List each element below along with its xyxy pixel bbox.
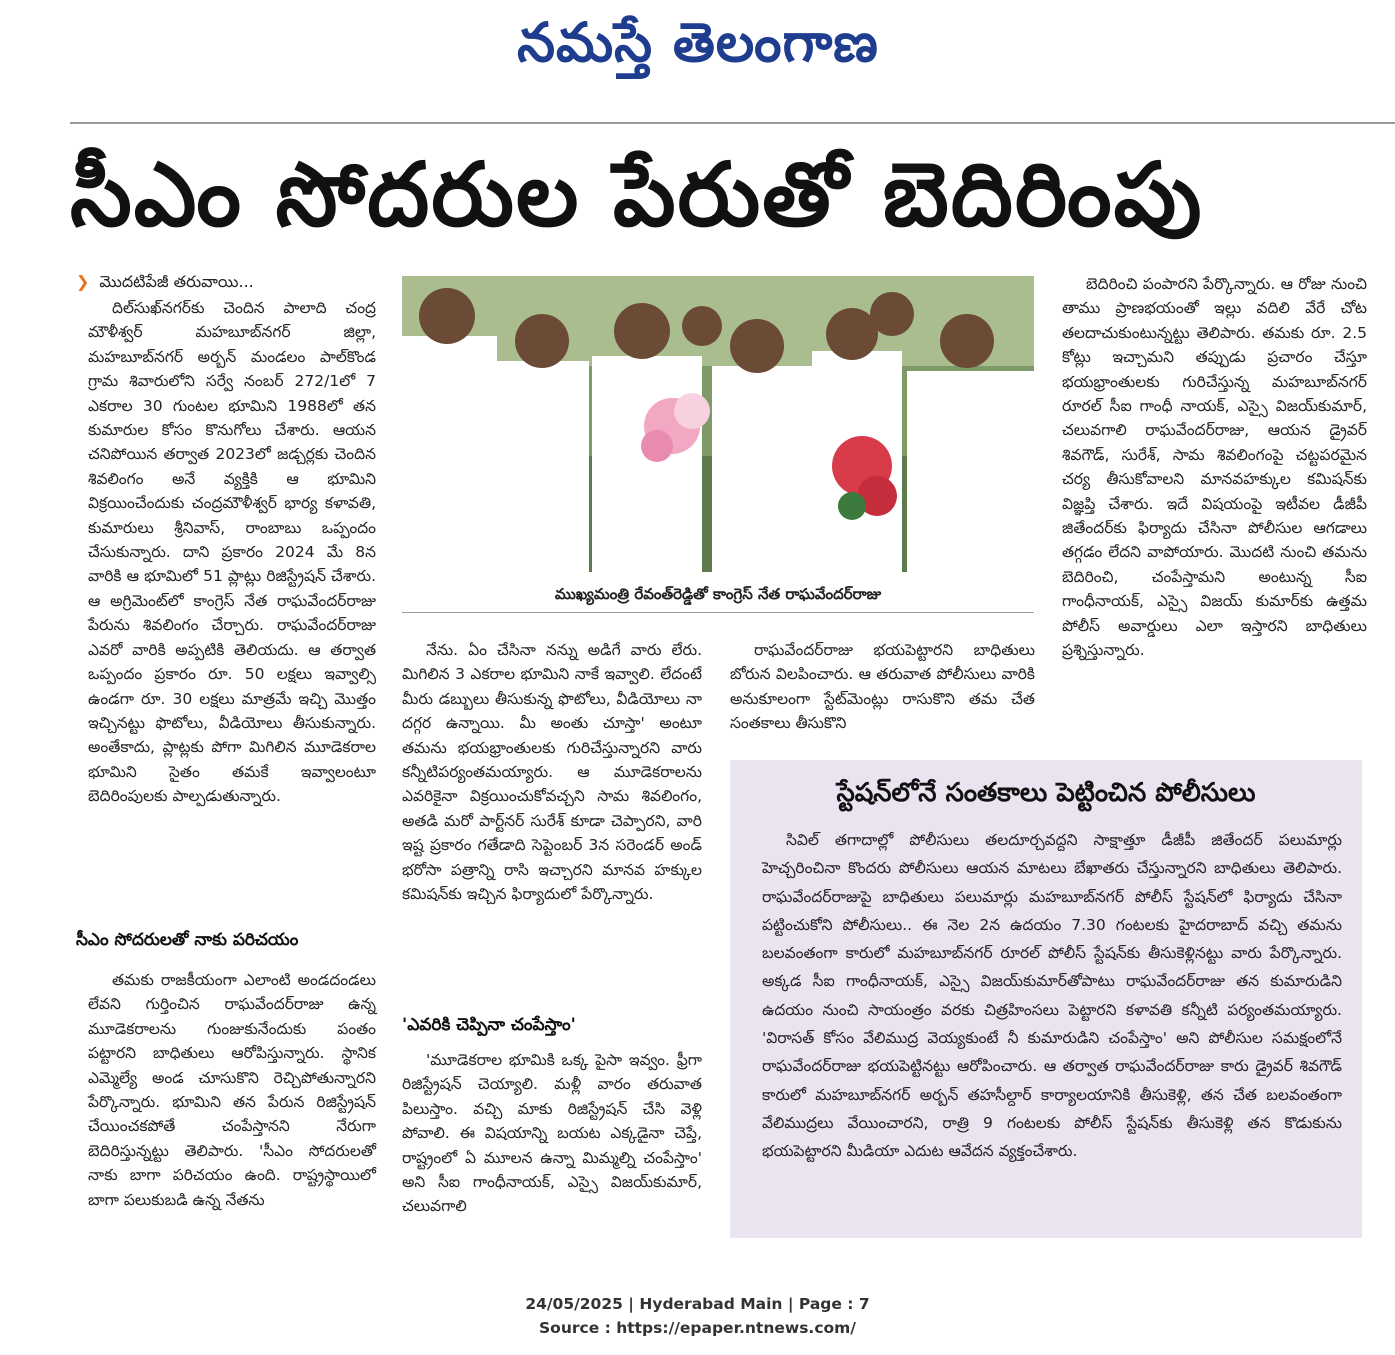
subheading: 'ఎవరికి చెప్పినా చంపేస్తాం': [402, 1015, 576, 1035]
photo-illustration: [402, 276, 1034, 572]
footer-source-line: Source : https://epaper.ntnews.com/: [539, 1319, 856, 1337]
subheading: సీఎం సోదరులతో నాకు పరిచయం: [76, 930, 299, 950]
kicker-text: మొదటిపేజీ తరువాయి...: [99, 272, 254, 291]
article-paragraph: రాఘవేందర్‌రాజు భయపెట్టారని బాధితులు బోరున విలపించారు. ఆ తరువాత పోలీసులు వారికి అనుకూలంగా స్టేట్‌మెంట్లు రాసుకొని తమ చేత సంతకాలు తీసుకొని: [730, 641, 1035, 733]
article-column-2-continued: [402, 1048, 702, 1219]
box-title: స్టేషన్‌లోనే సంతకాలు పెట్టించిన పోలీసులు: [836, 778, 1256, 808]
headline: సీఎం సోదరుల పేరుతో బెదిరింపు: [70, 143, 1204, 246]
article-paragraph: బెదిరించి పంపారని పేర్కొన్నారు. ఆ రోజు నుంచి తాము ప్రాణభయంతో ఇల్లు వదిలి వేరే చోట తలదాచుకుంటున్నట్టు తెలిపారు. తమకు రూ. 2.5 కోట్లు ఇచ్చామని తప్పుడు ప్రచారం చేస్తూ భయభ్రాంతులకు గురిచేస్తున్న మహబూబ్‌నగర్ రూరల్ సీఐ గాంధీ నాయక్, ఎస్సై విజయ్‌కుమార్, చలువగాలి రాఘవేందర్‌రాజు, ఆయన డ్రైవర్ శివగౌడ్, సురేశ్, సామ శివలింగంపై చట్టపరమైన చర్య తీసుకోవాలని మానవహక్కుల కమిషన్‌కు విజ్ఞప్తి చేశారు. ఇదే విషయంపై ఇటీవల డీజీపీ జితేందర్‌కు ఫిర్యాదు చేసినా పోలీసుల ఆగడాలు తగ్గడం లేదని వాపోయారు. మొదటి నుంచి తమను బెదిరించి, చంపేస్తామని అంటున్న సీఐ గాంధీనాయక్, ఎస్సై విజయ్ కుమార్‌కు ఉత్తమ పోలీస్ అవార్డులు ఎలా ఇస్తారని బాధితులు ప్రశ్నిస్తున్నారు.: [1062, 275, 1367, 660]
sidebar-box: [730, 760, 1362, 1238]
news-photo: [402, 276, 1034, 572]
photo-caption: ముఖ్యమంత్రి రేవంత్‌రెడ్డితో కాంగ్రెస్ నేత రాఘవేందర్‌రాజు: [554, 585, 882, 603]
box-paragraph: సివిల్ తగాదాల్లో పోలీసులు తలదూర్చవద్దని సాక్షాత్తూ డీజీపీ జితేందర్ పలుమార్లు హెచ్చరించినా కొందరు పోలీసులు ఆయన మాటలు బేఖాతరు చేస్తున్నారని బాధితులు తెలిపారు. రాఘవేందర్‌రాజుపై బాధితులు పలుమార్లు మహబూబ్‌నగర్ పోలీస్ స్టేషన్‌లో ఫిర్యాదు చేసినా పట్టించుకోని పోలీసులు.. ఈ నెల 2న ఉదయం 7.30 గంటలకు హైదరాబాద్ వచ్చి తమను బలవంతంగా కారులో మహబూబ్‌నగర్ రూరల్ పోలీస్ స్టేషన్‌కు తీసుకెళ్లినట్టు వారు పేర్కొన్నారు. అక్కడ సీఐ గాంధీనాయక్, ఎస్సై విజయ్‌కుమార్‌తోపాటు రాఘవేందర్‌రాజు తన కుమారుడిని ఉదయం నుంచి సాయంత్రం వరకు చిత్రహింసలు పెట్టారని కళావతి కన్నీటి పర్యంతమయ్యారు. 'విరాసత్ కోసం వేలిముద్ర వెయ్యకుంటే నీ కుమారుడిని చంపేస్తాం' అని పోలీసుల సమక్షంలోనే రాఘవేందర్‌రాజు భయపెట్టినట్టు ఆరోపించారు. ఆ తర్వాత రాఘవేందర్‌రాజు కారు డ్రైవర్ శివగౌడ్ కారులో మహబూబ్‌నగర్ అర్బన్ తహసీల్దార్ కార్యాలయానికి తీసుకెళ్లి, తన చేత బలవంతంగా వేలిముద్రలు వేయించారని, రాత్రి 9 గంటలకు పోలీస్ స్టేషన్‌కు తీసుకెళ్లి తన కొడుకును భయపెట్టారని మీడియా ఎదుట ఆవేదన వ్యక్తంచేశారు.: [762, 831, 1342, 1161]
continued-kicker: [76, 272, 254, 295]
article-column-4: [1062, 272, 1367, 663]
article-paragraph: తమకు రాజకీయంగా ఎలాంటి అండదండలు లేవని గుర్తించిన రాఘవేందర్‌రాజు ఉన్న మూడెకరాలను గుంజుకునేందుకు పంతం పట్టారని బాధితులు ఆరోపిస్తున్నారు. స్థానిక ఎమ్మెల్యే అండ చూసుకొని రెచ్చిపోతున్నారని పేర్కొన్నారు. భూమిని తన పేరున రిజిస్ట్రేషన్ చేయించకపోతే చంపేస్తానని నేరుగా బెదిరిస్తున్నట్టు తెలిపారు. 'సీఎం సోదరులతో నాకు బాగా పరిచయం ఉంది. రాష్ట్రస్థాయిలో బాగా పలుకుబడి ఉన్న నేతను: [88, 971, 376, 1209]
box-body: [762, 826, 1342, 1166]
article-column-2: [402, 638, 702, 906]
masthead: [0, 0, 1395, 100]
article-column-1: [88, 296, 376, 809]
masthead-logo: నమస్తే తెలంగాణ: [517, 11, 879, 74]
article-paragraph: నేను. ఏం చేసినా నన్ను అడిగే వారు లేరు. మిగిలిన 3 ఎకరాల భూమిని నాకే ఇవ్వాలి. లేదంటే మీరు డబ్బులు తీసుకున్న ఫొటోలు, వీడియోలు నా దగ్గర ఉన్నాయి. మీ అంతు చూస్తా' అంటూ తమను భయభ్రాంతులకు గురిచేస్తున్నారని వారు కన్నీటిపర్యంతమయ్యారు. ఆ మూడెకరాలను ఎవరికైనా విక్రయించుకోవచ్చని సామ శివలింగం, అతడి మరో పార్ట్‌నర్ సురేశ్ కూడా చెప్పారని, వారి ఇష్ట ప్రకారం గతేడాది సెప్టెంబర్ 3న సరెండర్ అండ్ భరోసా పత్రాన్ని రాసి ఇచ్చారని మానవ హక్కుల కమిషన్‌కు ఇచ్చిన ఫిర్యాదులో పేర్కొన్నారు.: [402, 641, 702, 904]
masthead-divider: [70, 122, 1395, 124]
article-paragraph: దిల్‌సుఖ్‌నగర్‌కు చెందిన పాలాది చంద్ర మౌళీశ్వర్ మహబూబ్‌నగర్ జిల్లా, మహబూబ్‌నగర్ అర్బన్ మండలం పాల్‌కొండ గ్రామ శివారులోని సర్వే నంబర్ 272/1లో 7 ఎకరాల 30 గుంటల భూమిని 1988లో తన కుమారుల కోసం కొనుగోలు చేశారు. ఆయన చనిపోయిన తర్వాత 2023లో జడ్చర్లకు చెందిన శివలింగం అనే వ్యక్తికి ఆ భూమిని విక్రయించేందుకు చంద్రమౌళీశ్వర్ భార్య కళావతి, కుమారులు శ్రీనివాస్, రాంబాబు ఒప్పందం చేసుకున్నారు. దాని ప్రకారం 2024 మే 8న వారికి ఆ భూమిలో 51 ప్లాట్లు రిజిస్ట్రేషన్ చేశారు. ఆ అగ్రిమెంట్‌లో కాంగ్రెస్ నేత రాఘవేందర్‌రాజు పేరును శివలింగం చేర్చారు. రాఘవేందర్‌రాజు ఎవరో వారికి అప్పటికి తెలియదు. ఆ తర్వాత ఒప్పందం ప్రకారం రూ. 50 లక్షలు ఇవ్వాల్సి ఉండగా రూ. 30 లక్షలు మాత్రమే ఇచ్చి మొత్తం ఇచ్చినట్టు ఫొటోలు, వీడియోలు తీసుకున్నారు. అంతేకాదు, ప్లాట్లకు పోగా మిగిలిన మూడెకరాల భూమిని సైతం తమకే ఇవ్వాలంటూ బెదిరింపులకు పాల్పడుతున్నారు.: [88, 299, 376, 806]
footer-date-line: 24/05/2025 | Hyderabad Main | Page : 7: [525, 1295, 870, 1313]
chevron-right-icon: ❯: [76, 272, 90, 291]
caption-divider: [402, 612, 1034, 613]
article-column-1-continued: [88, 968, 376, 1212]
article-paragraph: 'మూడెకరాల భూమికి ఒక్క పైసా ఇవ్వం. ఫ్రీగా రిజిస్ట్రేషన్ చెయ్యాలి. మళ్లీ వారం తరువాత పిలుస్తాం. వచ్చి మాకు రిజిస్ట్రేషన్ చేసి వెళ్లి పోవాలి. ఈ విషయాన్ని బయట ఎక్కడైనా చెప్తే, రాష్ట్రంలో ఏ మూలన ఉన్నా మిమ్మల్ని చంపేస్తాం' అని సీఐ గాంధీనాయక్, ఎస్సై విజయ్‌కుమార్, చలువగాలి: [402, 1051, 702, 1216]
article-column-3: [730, 638, 1035, 736]
page-footer: [0, 1292, 1395, 1340]
